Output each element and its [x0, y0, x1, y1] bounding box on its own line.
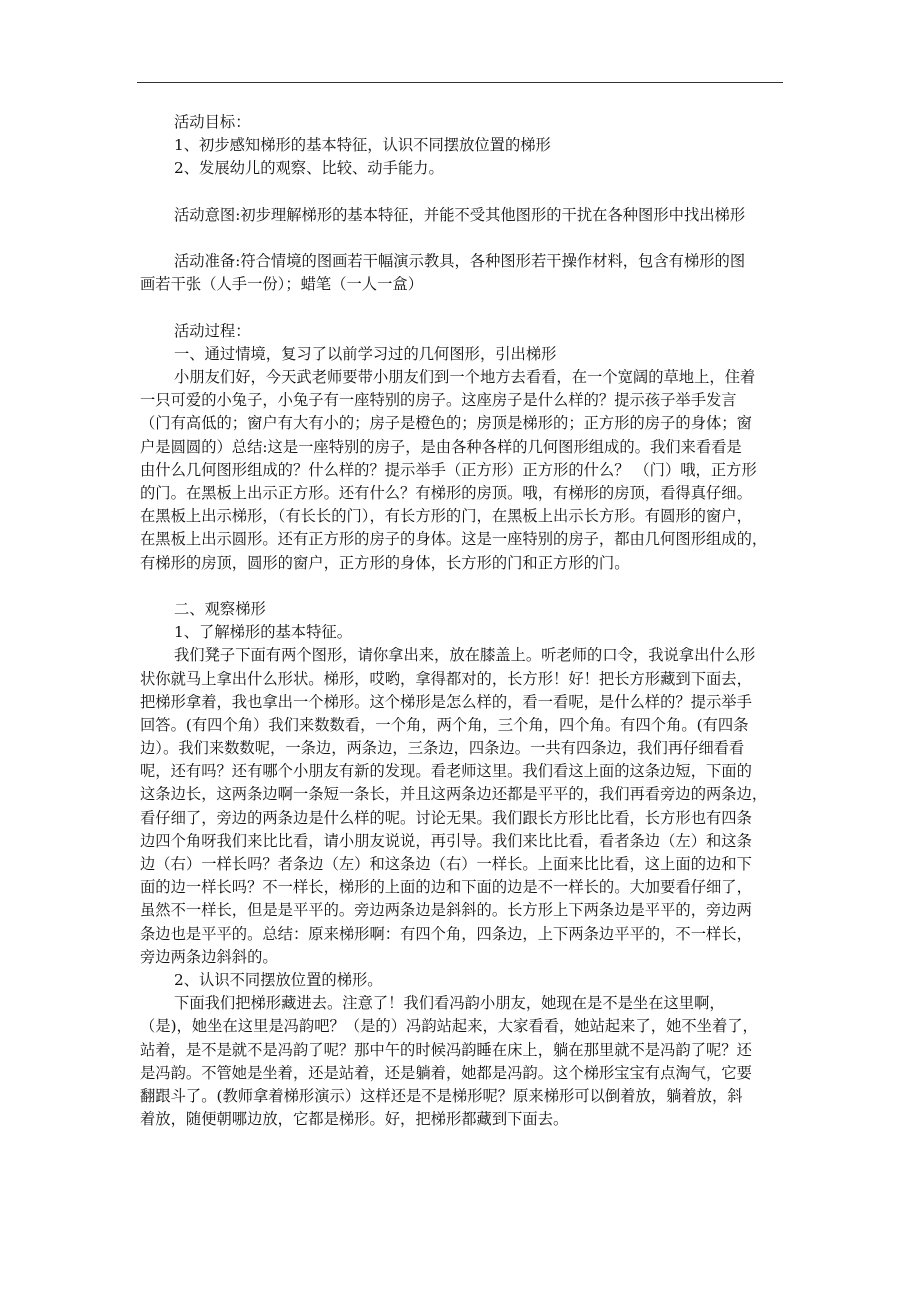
process-title: 活动过程： [174, 321, 251, 340]
paragraph-line: 状你就马上拿出什么形状。梯形，哎哟，拿得都对的，长方形！好！把长方形藏到下面去， [140, 669, 752, 688]
paragraph-line: 在黑板上出示圆形。还有正方形的房子的身体。这是一座特别的房子，都由几何图形组成的， [140, 530, 768, 549]
step2-sub2-heading: 2、认识不同摆放位置的梯形。 [174, 970, 383, 989]
paragraph-line: 在黑板上出示梯形，（有长长的门），有长方形的门，在黑板上出示长方形。有圆形的窗户， [140, 507, 752, 526]
step1-paragraph [140, 366, 786, 575]
goal-item-1: 1、初步感知梯形的基本特征，认识不同摆放位置的梯形 [174, 136, 551, 155]
step1-heading: 一、通过情境，复习了以前学习过的几何图形，引出梯形 [174, 344, 557, 363]
paragraph-line: 站着，是不是就不是冯韵了呢？那中午的时候冯韵睡在床上，躺在那里就不是冯韵了呢？还 [140, 1040, 752, 1059]
paragraph-line: 的门。在黑板上出示正方形。还有什么？有梯形的房顶。哦，有梯形的房顶，看得真仔细。 [140, 484, 752, 502]
goal-item-2: 2、发展幼儿的观察、比较、动手能力。 [174, 159, 444, 178]
step2-sub1-paragraph [140, 644, 786, 969]
activity-intent: 活动意图:初步理解梯形的基本特征，并能不受其他图形的干扰在各种图形中找出梯形 [174, 205, 746, 224]
paragraph-line: 条边也是平平的。总结：原来梯形啊：有四个角，四条边，上下两条边平平的，不一样长， [140, 924, 752, 943]
paragraph-line: 一只可爱的小兔子，小兔子有一座特别的房子。这座房子是什么样的？提示孩子举手发言 [140, 391, 737, 410]
activity-prep-line-1: 活动准备:符合情境的图画若干幅演示教具，各种图形若干操作材料，包含有梯形的图 [174, 252, 746, 271]
paragraph-line: 着放，随便朝哪边放，它都是梯形。好，把梯形都藏到下面去。 [140, 1110, 569, 1129]
paragraph-line: （门有高低的；窗户有大有小的；房子是橙色的；房顶是梯形的；正方形的房子的身体；窗 [140, 414, 752, 433]
paragraph-line: 把梯形拿着，我也拿出一个梯形。这个梯形是怎么样的，看一看呢，是什么样的？提示举手 [140, 692, 752, 711]
paragraph-line: （是)，她坐在这里是冯韵吧？（是的）冯韵站起来，大家看看，她站起来了，她不坐着了， [140, 1017, 758, 1036]
paragraph-line: 呢，还有吗？还有哪个小朋友有新的发现。看老师这里。我们看这上面的这条边短，下面的 [140, 762, 752, 781]
step2-heading: 二、观察梯形 [174, 599, 266, 618]
activity-prep-line-2: 画若干张（人手一份）；蜡笔（一人一盒） [140, 275, 423, 294]
paragraph-line: 看仔细了，旁边的两条边是什么样的呢。讨论无果。我们跟长方形比比看，长方形也有四条 [140, 808, 752, 827]
goal-title: 活动目标： [174, 113, 251, 131]
step2-sub2-paragraph [140, 992, 786, 1131]
paragraph-line: 旁边两条边斜斜的。 [140, 947, 278, 966]
paragraph-line: 下面我们把梯形藏进去。注意了！我们看冯韵小朋友，她现在是不是坐在这里啊， [174, 994, 725, 1013]
paragraph-line: 小朋友们好，今天武老师要带小朋友们到一个地方去看看，在一个宽阔的草地上，住着 [174, 368, 756, 387]
paragraph-line: 由什么几何图形组成的？什么样的？提示举手（正方形）正方形的什么？ （门）哦，正方形 [140, 460, 757, 479]
paragraph-line: 边）。我们来数数呢，一条边，两条边，三条边，四条边。一共有四条边，我们再仔细看看 [140, 739, 745, 758]
paragraph-line: 我们凳子下面有两个图形，请你拿出来，放在膝盖上。听老师的口令，我说拿出什么形 [174, 646, 756, 665]
step2-sub1-heading: 1、了解梯形的基本特征。 [174, 623, 352, 642]
paragraph-line: 回答。(有四个角）我们来数数看，一个角，两个角，三个角，四个角。有四个角。(有四条 [140, 715, 749, 734]
paragraph-line: 这条边长，这两条边啊一条短一条长，并且这两条边还都是平平的，我们再看旁边的两条边， [140, 785, 768, 804]
paragraph-line: 翻跟斗了。(教师拿着梯形演示）这样还是不是梯形呢？原来梯形可以倒着放，躺着放，斜 [140, 1086, 743, 1105]
paragraph-line: 虽然不一样长，但是是平平的。旁边两条边是斜斜的。长方形上下两条边是平平的，旁边两 [140, 901, 752, 920]
document-body [140, 111, 786, 1131]
paragraph-line: 户是圆圆的）总结:这是一座特别的房子，是由各种各样的几何图形组成的。我们来看看是 [140, 437, 742, 456]
paragraph-line: 有梯形的房顶，圆形的窗户，正方形的身体，长方形的门和正方形的门。 [140, 553, 630, 572]
paragraph-line: 边四个角呀我们来比比看，请小朋友说说，再引导。我们来比比看，看者条边（左）和这条 [140, 831, 752, 850]
header-rule [137, 82, 783, 83]
paragraph-line: 是冯韵。不管她是坐着，还是站着，还是躺着，她都是冯韵。这个梯形宝宝有点淘气，它要 [140, 1063, 752, 1082]
paragraph-line: 面的边一样长吗？不一样长，梯形的上面的边和下面的边是不一样长的。大加要看仔细了， [140, 878, 752, 897]
paragraph-line: 边（右）一样长吗？者条边（左）和这条边（右）一样长。上面来比比看，这上面的边和下 [140, 855, 752, 873]
